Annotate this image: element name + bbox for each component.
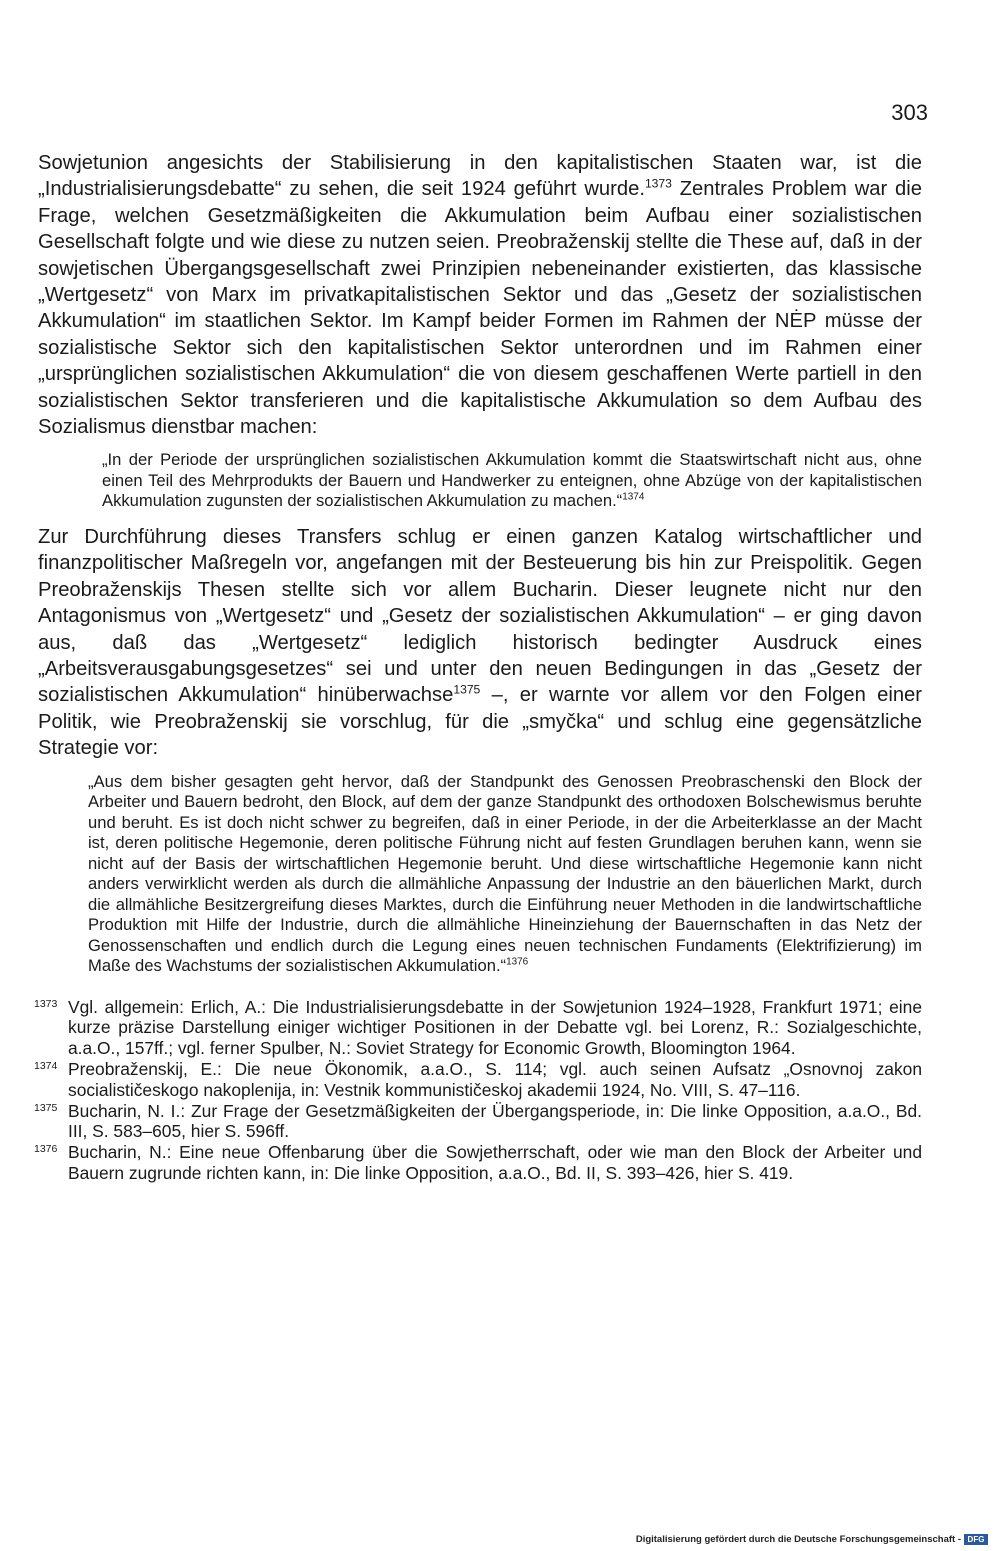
- credit-text: Digitalisierung gefördert durch die Deutsche Forschungsgemeinschaft -: [635, 1534, 961, 1545]
- footnote-text: Bucharin, N. I.: Zur Frage der Gesetzmäßigkeiten der Übergangsperiode, in: Die linke Opposition, a.a.O., Bd. III, S. 583–605, hier S. 596ff.: [68, 1100, 922, 1142]
- dfg-logo: DFG: [964, 1534, 988, 1545]
- body-text: [34, 150, 922, 1184]
- block-quote: [88, 772, 922, 977]
- block-quote: [102, 450, 922, 512]
- paragraph-text: Zur Durchführung dieses Transfers schlug er einen ganzen Katalog wirtschaftlicher und finanzpolitischer Maßregeln vor, angefangen mit der Besteuerung bis hin zur Preispolitik. Gegen Preobraženskijs Thesen stellte sich vor allem Bucharin. Dieser leugnete nicht nur den Antagonismus von „Wertgesetz“ und „Gesetz der sozialistischen Akkumulation“ – er ging davon aus, daß das „Wertgesetz“ lediglich historisch bedingter Ausdruck eines „Arbeitsverausgabungsgesetzes“ sei und unter den neuen Bedingungen in das „Gesetz der sozialistischen Akkumulation“ hinüberwachse: [38, 525, 922, 707]
- footnote-number: 1374: [34, 1060, 58, 1073]
- footnote-ref: 1375: [453, 682, 481, 697]
- footnote-text: Vgl. allgemein: Erlich, A.: Die Industrialisierungsdebatte in der Sowjetunion 1924–1928, Frankfurt 1971; eine kurze präzise Darstellung einiger wichtiger Positionen in der Debatte vgl. bei Lorenz, R.: Sozialgeschichte, a.a.O., 157ff.; vgl. ferner Spulber, N.: Soviet Strategy for Economic Growth, Bloomington 1964.: [68, 996, 922, 1059]
- footnote: [34, 1100, 922, 1143]
- footnote-ref: 1374: [622, 491, 645, 503]
- footnote-number: 1375: [34, 1101, 58, 1114]
- quote-text: „Aus dem bisher gesagten geht hervor, daß der Standpunkt des Genossen Preobraschenski den Block der Arbeiter und Bauern bedroht, den Block, auf dem der ganze Standpunkt des orthodoxen Bolschewismus beruhte und beruht. Es ist doch nicht schwer zu begreifen, daß in einer Periode, in der die Arbeiterklasse an der Macht ist, deren politische Hegemonie, deren politische Führung nicht auf festen Grundlagen beruhen kann, wenn sie nicht auf der Basis der wirtschaftlichen Hegemonie beruht. Und diese wirtschaftliche Hegemonie kann nicht anders verwirklicht werden als durch die allmähliche Anpassung der Industrie an den bäuerlichen Markt, durch die allmähliche Besitzergreifung dieses Marktes, durch die Einführung neuer Methoden in die landwirtschaftliche Produktion mit Hilfe der Industrie, durch die allmähliche Hineinziehung der Bauernschaften in das Netz der Genossenschaften und endlich durch die Legung eines neuen technischen Fundaments (Elektrifizierung) im Maße des Wachstums der sozialistischen Akkumulation.“: [88, 771, 922, 976]
- quote-text: „In der Periode der ursprünglichen sozialistischen Akkumulation kommt die Staatswirtschaft nicht aus, ohne einen Teil des Mehrprodukts der Bauern und Handwerker zu enteignen, ohne Abzüge von der kapitalistischen Akkumulation zugunsten der sozialistischen Akkumulation zu machen.“: [102, 450, 922, 511]
- paragraph-text: Sowjetunion angesichts der Stabilisierung in den kapitalistischen Staaten war, ist die „Industrialisierungsdebatte“ zu sehen, die seit 1924 geführt wurde.: [38, 152, 922, 201]
- footnote: [34, 1059, 922, 1101]
- paragraph-text: Zentrales Problem war die Frage, welchen Gesetzmäßigkeiten die Akkumulation beim Aufbau einer sozialistischen Gesellschaft folgte und wie diese zu nutzen seien. Preobraženskij stellte die These auf, daß in der sowjetischen Übergangsgesellschaft zwei Prinzipien nebeneinander existierten, das klassische „Wertgesetz“ von Marx im privatkapitalistischen Sektor und das „Gesetz der sozialistischen Akkumulation“ im staatlichen Sektor. Im Kampf beider Formen im Rahmen der NĖP müsse der sozialistische Sektor sich den kapitalistischen Sektor unterordnen und im Rahmen einer „ursprünglichen sozialistischen Akkumulation“ die von diesem geschaffenen Werte partiell in den sozialistischen Sektor transferieren und die kapitalistische Akkumulation so dem Aufbau des Sozialismus dienstbar machen:: [38, 178, 922, 439]
- page-number: 303: [891, 100, 928, 125]
- paragraph: [38, 150, 922, 440]
- footnote-number: 1376: [34, 1143, 58, 1156]
- footnote-ref: 1373: [644, 176, 672, 191]
- footnote-text: Preobraženskij, E.: Die neue Ökonomik, a.a.O., S. 114; vgl. auch seinen Aufsatz „Osnovnoj zakon socialističeskogo nakoplenija, in: Vestnik kommunističeskoj akademii 1924, No. VIII, S. 47–116.: [68, 1059, 922, 1100]
- footnote-text: Bucharin, N.: Eine neue Offenbarung über die Sowjetherrschaft, oder wie man den Block der Arbeiter und Bauern zugrunde richten kann, in: Die linke Opposition, a.a.O., Bd. II, S. 393–426, hier S. 419.: [68, 1142, 922, 1183]
- footnote-ref: 1376: [506, 956, 529, 968]
- footnote: [34, 1142, 922, 1184]
- footnote-number: 1373: [34, 997, 58, 1010]
- digitization-credit: [636, 1534, 988, 1545]
- footnote: [34, 996, 922, 1059]
- paragraph-text: –, er warnte vor allem vor den Folgen einer Politik, wie Preobraženskij sie vorschlug, für die „smyčka“ und schlug eine gegensätzliche Strategie vor:: [38, 684, 922, 760]
- paragraph: [38, 524, 922, 762]
- footnotes: [34, 996, 922, 1184]
